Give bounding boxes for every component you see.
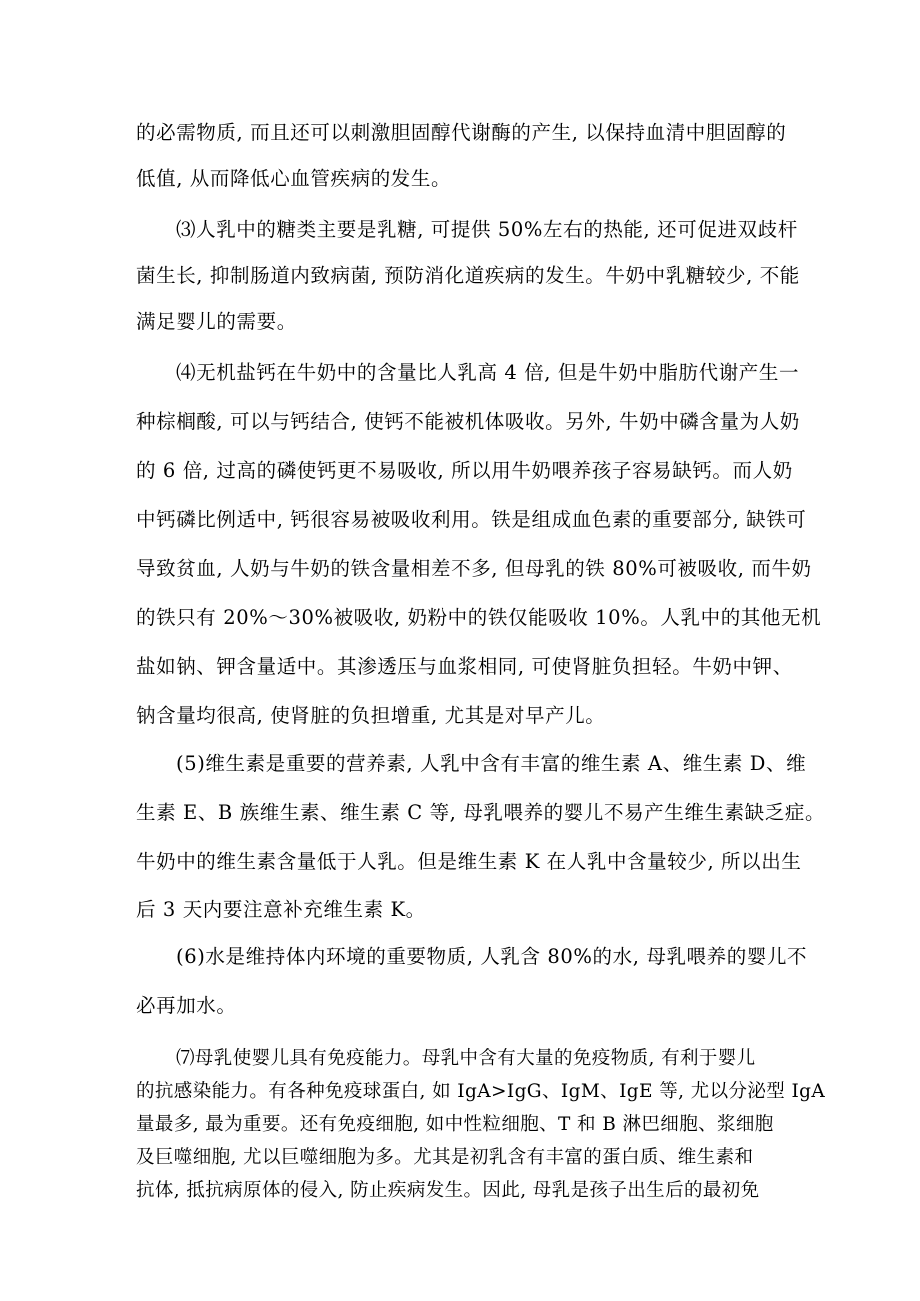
paragraph-line: 的抗感染能力。有各种免疫球蛋白, 如 IgA>IgG、IgM、IgE 等, 尤以分泌型 IgA [136, 1081, 826, 1102]
paragraph-line: 钠含量均很高, 使肾脏的负担增重, 尤其是对早产儿。 [136, 704, 606, 727]
paragraph-line: ⑷无机盐钙在牛奶中的含量比人乳高 4 倍, 但是牛奶中脂肪代谢产生一 [176, 361, 800, 384]
paragraph-line: (5)维生素是重要的营养素, 人乳中含有丰富的维生素 A、维生素 D、维 [176, 752, 807, 775]
paragraph-line: 必再加水。 [136, 994, 237, 1017]
paragraph-line: (6)水是维持体内环境的重要物质, 人乳含 80%的水, 母乳喂养的婴儿不 [176, 945, 808, 968]
paragraph-line: 的 6 倍, 过高的磷使钙更不易吸收, 所以用牛奶喂养孩子容易缺钙。而人奶 [136, 459, 793, 482]
paragraph-line: 量最多, 最为重要。还有免疫细胞, 如中性粒细胞、T 和 B 淋巴细胞、浆细胞 [136, 1114, 774, 1135]
paragraph-line: 的铁只有 20%～30%被吸收, 奶粉中的铁仅能吸收 10%。人乳中的其他无机 [136, 606, 822, 629]
paragraph-line: 满足婴儿的需要。 [136, 310, 297, 333]
paragraph-line: 抗体, 抵抗病原体的侵入, 防止疾病发生。因此, 母乳是孩子出生后的最初免 [136, 1180, 760, 1201]
paragraph-line: 生素 E、B 族维生素、维生素 C 等, 母乳喂养的婴儿不易产生维生素缺乏症。 [136, 801, 826, 824]
paragraph-line: 后 3 天内要注意补充维生素 K。 [136, 898, 426, 921]
paragraph-line: 导致贫血, 人奶与牛奶的铁含量相差不多, 但母乳的铁 80%可被吸收, 而牛奶 [136, 557, 812, 580]
paragraph-line: 盐如钠、钾含量适中。其渗透压与血浆相同, 可使肾脏负担轻。牛奶中钾、 [136, 655, 793, 678]
paragraph-line: 中钙磷比例适中, 钙很容易被吸收利用。铁是组成血色素的重要部分, 缺铁可 [136, 508, 807, 531]
paragraph-line: 及巨噬细胞, 尤以巨噬细胞为多。尤其是初乳含有丰富的蛋白质、维生素和 [136, 1147, 754, 1168]
paragraph-line: 低值, 从而降低心血管疾病的发生。 [136, 167, 452, 190]
paragraph-line: 菌生长, 抑制肠道内致病菌, 预防消化道疾病的发生。牛奶中乳糖较少, 不能 [136, 264, 800, 287]
paragraph-line: ⑺母乳使婴儿具有免疫能力。母乳中含有大量的免疫物质, 有利于婴儿 [176, 1048, 756, 1069]
paragraph-line: 的必需物质, 而且还可以刺激胆固醇代谢酶的产生, 以保持血清中胆固醇的 [136, 121, 787, 144]
paragraph-line: 牛奶中的维生素含量低于人乳。但是维生素 K 在人乳中含量较少, 所以出生 [136, 850, 802, 873]
paragraph-line: 种棕榈酸, 可以与钙结合, 使钙不能被机体吸收。另外, 牛奶中磷含量为人奶 [136, 410, 800, 433]
paragraph-line: ⑶人乳中的糖类主要是乳糖, 可提供 50%左右的热能, 还可促进双歧杆 [176, 218, 798, 241]
